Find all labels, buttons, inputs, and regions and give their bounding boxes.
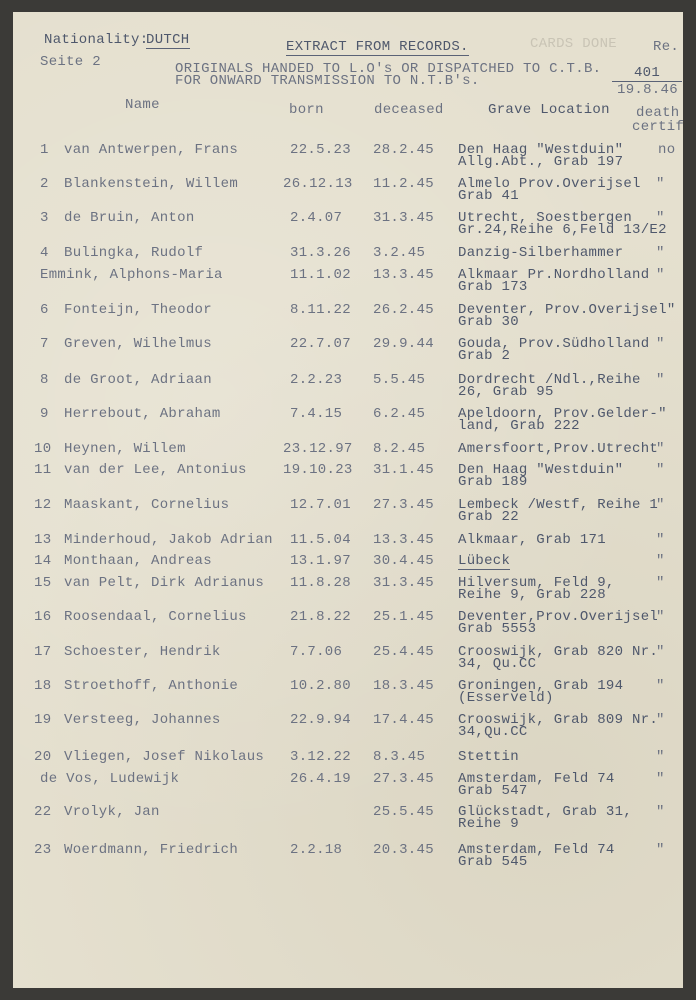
row-deceased: 26.2.45: [373, 302, 434, 318]
row-number: 18: [34, 678, 52, 694]
row-death-certificate: ": [656, 372, 665, 388]
row-grave-location: Den Haag "Westduin": [458, 462, 624, 478]
subtitle-line-1: ORIGINALS HANDED TO L.O's OR DISPATCHED TO C.T.B.: [175, 61, 602, 77]
row-number: 9: [40, 406, 49, 422]
row-deceased: 6.2.45: [373, 406, 426, 422]
column-header-death-cert-2: certif: [632, 119, 685, 135]
document-date: 19.8.46: [617, 82, 678, 98]
row-born: 19.10.23: [283, 462, 353, 478]
column-header-name: Name: [125, 97, 160, 113]
row-deceased: 25.4.45: [373, 644, 434, 660]
row-deceased: 18.3.45: [373, 678, 434, 694]
row-grave-location: Grab 30: [458, 314, 519, 330]
row-born: 11.5.04: [290, 532, 351, 548]
row-number: 22: [34, 804, 52, 820]
row-name: de Groot, Adriaan: [64, 372, 212, 388]
row-grave-location: Amersfoort,Prov.Utrecht: [458, 441, 659, 457]
row-born: 22.9.94: [290, 712, 351, 728]
row-born: 8.11.22: [290, 302, 351, 318]
row-death-certificate: ": [656, 336, 665, 352]
row-name: Greven, Wilhelmus: [64, 336, 212, 352]
page-number: Seite 2: [40, 54, 101, 70]
row-death-certificate: ": [656, 462, 665, 478]
row-death-certificate: ": [656, 678, 665, 694]
row-grave-location: Amsterdam, Feld 74: [458, 771, 615, 787]
reference-number: 401: [612, 66, 682, 82]
row-name: de Bruin, Anton: [64, 210, 195, 226]
re-label: Re.: [653, 39, 680, 55]
row-grave-location: Almelo Prov.Overijsel: [458, 176, 641, 192]
row-born: 22.5.23: [290, 142, 351, 158]
row-death-certificate: ": [656, 210, 665, 226]
row-name: Minderhoud, Jakob Adrian: [64, 532, 273, 548]
row-number: 3: [40, 210, 49, 226]
row-number: 17: [34, 644, 52, 660]
row-grave-location: 26, Grab 95: [458, 384, 554, 400]
row-name: Schoester, Hendrik: [64, 644, 221, 660]
row-death-certificate: ": [656, 771, 665, 787]
row-born: 31.3.26: [290, 245, 351, 261]
row-grave-location: Lembeck /Westf, Reihe 1: [458, 497, 659, 513]
row-grave-location: Apeldoorn, Prov.Gelder-": [458, 406, 667, 422]
column-header-deceased: deceased: [374, 102, 444, 118]
row-grave-location: Deventer,Prov.Overijsel: [458, 609, 659, 625]
row-name: Roosendaal, Cornelius: [64, 609, 247, 625]
row-deceased: 27.3.45: [373, 771, 434, 787]
row-death-certificate: ": [656, 842, 665, 858]
row-born: 13.1.97: [290, 553, 351, 569]
row-deceased: 17.4.45: [373, 712, 434, 728]
row-grave-location: Reihe 9: [458, 816, 519, 832]
row-deceased: 31.3.45: [373, 210, 434, 226]
row-grave-location: Grab 22: [458, 509, 519, 525]
row-grave-location: Gouda, Prov.Südholland: [458, 336, 650, 352]
row-deceased: 31.1.45: [373, 462, 434, 478]
row-deceased: 28.2.45: [373, 142, 434, 158]
stamp-cards-done: CARDS DONE: [530, 36, 618, 52]
row-name: Maaskant, Cornelius: [64, 497, 230, 513]
row-number: 12: [34, 497, 52, 513]
row-born: 7.7.06: [290, 644, 343, 660]
row-death-certificate: ": [656, 553, 665, 569]
row-name: van der Lee, Antonius: [64, 462, 247, 478]
row-grave-location: land, Grab 222: [458, 418, 580, 434]
row-name: Vliegen, Josef Nikolaus: [64, 749, 265, 765]
row-number: 6: [40, 302, 49, 318]
row-deceased: 5.5.45: [373, 372, 426, 388]
row-name: Woerdmann, Friedrich: [64, 842, 239, 858]
row-number: 15: [34, 575, 52, 591]
row-grave-location: Groningen, Grab 194: [458, 678, 624, 694]
row-grave-location: Amsterdam, Feld 74: [458, 842, 615, 858]
row-deceased: 13.3.45: [373, 532, 434, 548]
subtitle-line-2: FOR ONWARD TRANSMISSION TO N.T.B's.: [175, 73, 480, 89]
row-death-certificate: ": [656, 441, 665, 457]
row-grave-location: Dordrecht /Ndl.,Reihe: [458, 372, 641, 388]
row-death-certificate: ": [656, 267, 665, 283]
row-name: Stroethoff, Anthonie: [64, 678, 239, 694]
row-deceased: 11.2.45: [373, 176, 434, 192]
row-grave-location: Utrecht, Soestbergen: [458, 210, 633, 226]
row-grave-location: Den Haag "Westduin": [458, 142, 624, 158]
row-number: 8: [40, 372, 49, 388]
row-grave-location: Stettin: [458, 749, 519, 765]
row-grave-location: 34,Qu.CC: [458, 724, 528, 740]
row-deceased: 20.3.45: [373, 842, 434, 858]
nationality-value: DUTCH: [146, 32, 190, 48]
row-deceased: 29.9.44: [373, 336, 434, 352]
row-death-certificate: ": [656, 575, 665, 591]
row-grave-location: Hilversum, Feld 9,: [458, 575, 615, 591]
row-born: 3.12.22: [290, 749, 351, 765]
row-name: van Pelt, Dirk Adrianus: [64, 575, 265, 591]
column-header-grave-location: Grave Location: [488, 102, 610, 118]
row-born: 2.4.07: [290, 210, 343, 226]
row-deceased: 31.3.45: [373, 575, 434, 591]
row-name: de Vos, Ludewijk: [40, 771, 180, 787]
row-born: 11.1.02: [290, 267, 351, 283]
row-death-certificate: ": [656, 245, 665, 261]
row-name: Herrebout, Abraham: [64, 406, 221, 422]
row-born: 11.8.28: [290, 575, 351, 591]
row-grave-location: Crooswijk, Grab 820 Nr.: [458, 644, 659, 660]
row-number: 13: [34, 532, 52, 548]
row-born: 12.7.01: [290, 497, 351, 513]
row-grave-location: Alkmaar, Grab 171: [458, 532, 606, 548]
row-number: 11: [34, 462, 52, 478]
row-born: 23.12.97: [283, 441, 353, 457]
nationality-label: Nationality:: [44, 32, 149, 48]
row-number: 23: [34, 842, 52, 858]
row-deceased: 27.3.45: [373, 497, 434, 513]
row-born: 26.12.13: [283, 176, 353, 192]
row-number: 2: [40, 176, 49, 192]
row-born: 7.4.15: [290, 406, 343, 422]
row-number: 1: [40, 142, 49, 158]
row-name: Emmink, Alphons-Maria: [40, 267, 223, 283]
row-grave-location: Glückstadt, Grab 31,: [458, 804, 633, 820]
row-number: 19: [34, 712, 52, 728]
row-grave-location: Lübeck: [458, 553, 511, 569]
row-grave-location: Grab 547: [458, 783, 528, 799]
row-grave-location: Grab 2: [458, 348, 511, 364]
row-grave-location: Alkmaar Pr.Nordholland: [458, 267, 650, 283]
row-deceased: 13.3.45: [373, 267, 434, 283]
row-death-certificate: ": [656, 644, 665, 660]
row-grave-location: Grab 41: [458, 188, 519, 204]
row-name: Heynen, Willem: [64, 441, 186, 457]
row-death-certificate: ": [656, 804, 665, 820]
row-born: 21.8.22: [290, 609, 351, 625]
row-death-certificate: ": [656, 749, 665, 765]
row-born: 10.2.80: [290, 678, 351, 694]
row-grave-location: Allg.Abt., Grab 197: [458, 154, 624, 170]
row-death-certificate: ": [656, 712, 665, 728]
row-number: 20: [34, 749, 52, 765]
row-grave-location: Grab 189: [458, 474, 528, 490]
row-deceased: 25.5.45: [373, 804, 434, 820]
row-grave-location: (Esserveld): [458, 690, 554, 706]
row-deceased: 8.2.45: [373, 441, 426, 457]
row-death-certificate: ": [656, 497, 665, 513]
row-born: 2.2.18: [290, 842, 343, 858]
row-number: 16: [34, 609, 52, 625]
document-title: EXTRACT FROM RECORDS.: [286, 39, 469, 55]
row-number: 10: [34, 441, 52, 457]
row-deceased: 25.1.45: [373, 609, 434, 625]
row-death-certificate: ": [656, 532, 665, 548]
row-number: 4: [40, 245, 49, 261]
row-number: 14: [34, 553, 52, 569]
row-grave-location: Danzig-Silberhammer: [458, 245, 624, 261]
row-deceased: 8.3.45: [373, 749, 426, 765]
row-grave-location: Deventer, Prov.Overijsel": [458, 302, 676, 318]
row-name: Blankenstein, Willem: [64, 176, 239, 192]
row-grave-location: 34, Qu.CC: [458, 656, 537, 672]
row-name: Versteeg, Johannes: [64, 712, 221, 728]
row-death-certificate: ": [656, 609, 665, 625]
column-header-death-cert: death: [636, 105, 680, 121]
row-grave-location: Reihe 9, Grab 228: [458, 587, 606, 603]
row-death-certificate: ": [656, 176, 665, 192]
row-number: 7: [40, 336, 49, 352]
row-deceased: 3.2.45: [373, 245, 426, 261]
row-name: Monthaan, Andreas: [64, 553, 212, 569]
row-name: Fonteijn, Theodor: [64, 302, 212, 318]
row-name: Bulingka, Rudolf: [64, 245, 204, 261]
row-grave-location: Grab 545: [458, 854, 528, 870]
row-deceased: 30.4.45: [373, 553, 434, 569]
row-name: van Antwerpen, Frans: [64, 142, 239, 158]
row-born: 2.2.23: [290, 372, 343, 388]
row-born: 26.4.19: [290, 771, 351, 787]
row-grave-location: Crooswijk, Grab 809 Nr.: [458, 712, 659, 728]
row-grave-location: Grab 5553: [458, 621, 537, 637]
row-death-certificate: no: [658, 142, 676, 158]
row-grave-location: Gr.24,Reihe 6,Feld 13/E2: [458, 222, 667, 238]
row-born: 22.7.07: [290, 336, 351, 352]
column-header-born: born: [289, 102, 324, 118]
row-name: Vrolyk, Jan: [64, 804, 160, 820]
row-grave-location: Grab 173: [458, 279, 528, 295]
